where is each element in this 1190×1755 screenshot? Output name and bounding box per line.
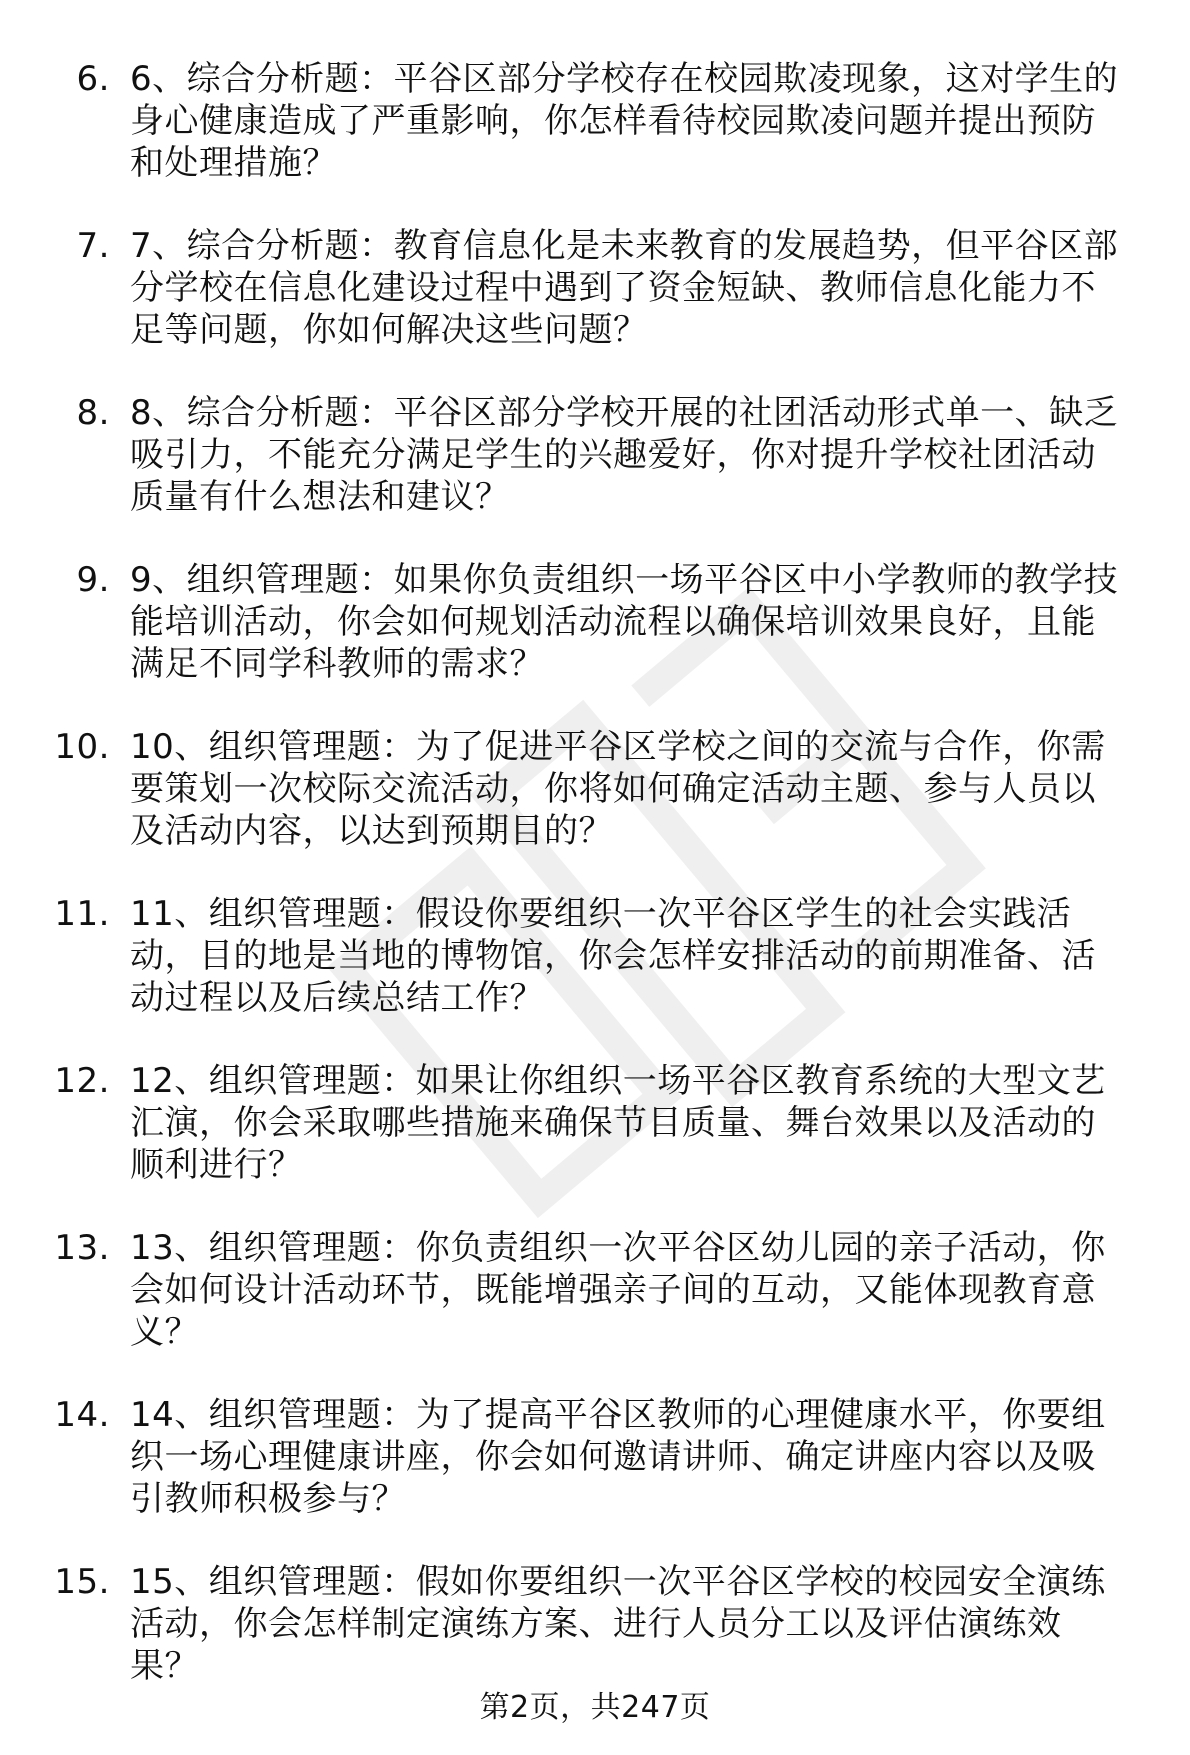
question-list bbox=[0, 58, 1190, 1728]
question-number: 7. bbox=[76, 226, 110, 266]
list-item bbox=[0, 225, 1190, 351]
question-text: 14、组织管理题：为了提高平谷区教师的心理健康水平，你要组织一场心理健康讲座，你会如何邀请讲师、确定讲座内容以及吸引教师积极参与？ bbox=[130, 1395, 1106, 1519]
list-item bbox=[0, 559, 1190, 685]
list-item bbox=[0, 1561, 1190, 1687]
question-text: 13、组织管理题：你负责组织一次平谷区幼儿园的亲子活动，你会如何设计活动环节，既能增强亲子间的互动，又能体现教育意义？ bbox=[130, 1228, 1106, 1352]
question-text: 10、组织管理题：为了促进平谷区学校之间的交流与合作，你需要策划一次校际交流活动，你将如何确定活动主题、参与人员以及活动内容，以达到预期目的？ bbox=[130, 727, 1106, 851]
question-text: 11、组织管理题：假设你要组织一次平谷区学生的社会实践活动，目的地是当地的博物馆，你会怎样安排活动的前期准备、活动过程以及后续总结工作？ bbox=[130, 894, 1096, 1018]
question-number: 14. bbox=[54, 1395, 110, 1435]
question-text: 15、组织管理题：假如你要组织一次平谷区学校的校园安全演练活动，你会怎样制定演练方案、进行人员分工以及评估演练效果？ bbox=[130, 1562, 1106, 1686]
list-item bbox=[0, 58, 1190, 184]
question-number: 9. bbox=[76, 560, 110, 600]
question-number: 11. bbox=[54, 894, 110, 934]
question-text: 12、组织管理题：如果让你组织一场平谷区教育系统的大型文艺汇演，你会采取哪些措施来确保节目质量、舞台效果以及活动的顺利进行？ bbox=[130, 1061, 1106, 1185]
list-item bbox=[0, 392, 1190, 518]
question-number: 6. bbox=[76, 59, 110, 99]
list-item bbox=[0, 1060, 1190, 1186]
list-item bbox=[0, 726, 1190, 852]
question-number: 12. bbox=[54, 1061, 110, 1101]
question-number: 8. bbox=[76, 393, 110, 433]
list-item bbox=[0, 1394, 1190, 1520]
question-number: 15. bbox=[54, 1562, 110, 1602]
list-item bbox=[0, 1227, 1190, 1353]
question-number: 10. bbox=[54, 727, 110, 767]
question-text: 7、综合分析题：教育信息化是未来教育的发展趋势，但平谷区部分学校在信息化建设过程中遇到了资金短缺、教师信息化能力不足等问题，你如何解决这些问题？ bbox=[130, 226, 1119, 350]
question-text: 9、组织管理题：如果你负责组织一场平谷区中小学教师的教学技能培训活动，你会如何规划活动流程以确保培训效果良好，且能满足不同学科教师的需求？ bbox=[130, 560, 1119, 684]
question-text: 8、综合分析题：平谷区部分学校开展的社团活动形式单一、缺乏吸引力，不能充分满足学生的兴趣爱好，你对提升学校社团活动质量有什么想法和建议？ bbox=[130, 393, 1119, 517]
question-text: 6、综合分析题：平谷区部分学校存在校园欺凌现象，这对学生的身心健康造成了严重影响，你怎样看待校园欺凌问题并提出预防和处理措施？ bbox=[130, 59, 1119, 183]
page-footer: 第2页，共247页 bbox=[479, 1690, 711, 1725]
list-item bbox=[0, 893, 1190, 1019]
question-number: 13. bbox=[54, 1228, 110, 1268]
